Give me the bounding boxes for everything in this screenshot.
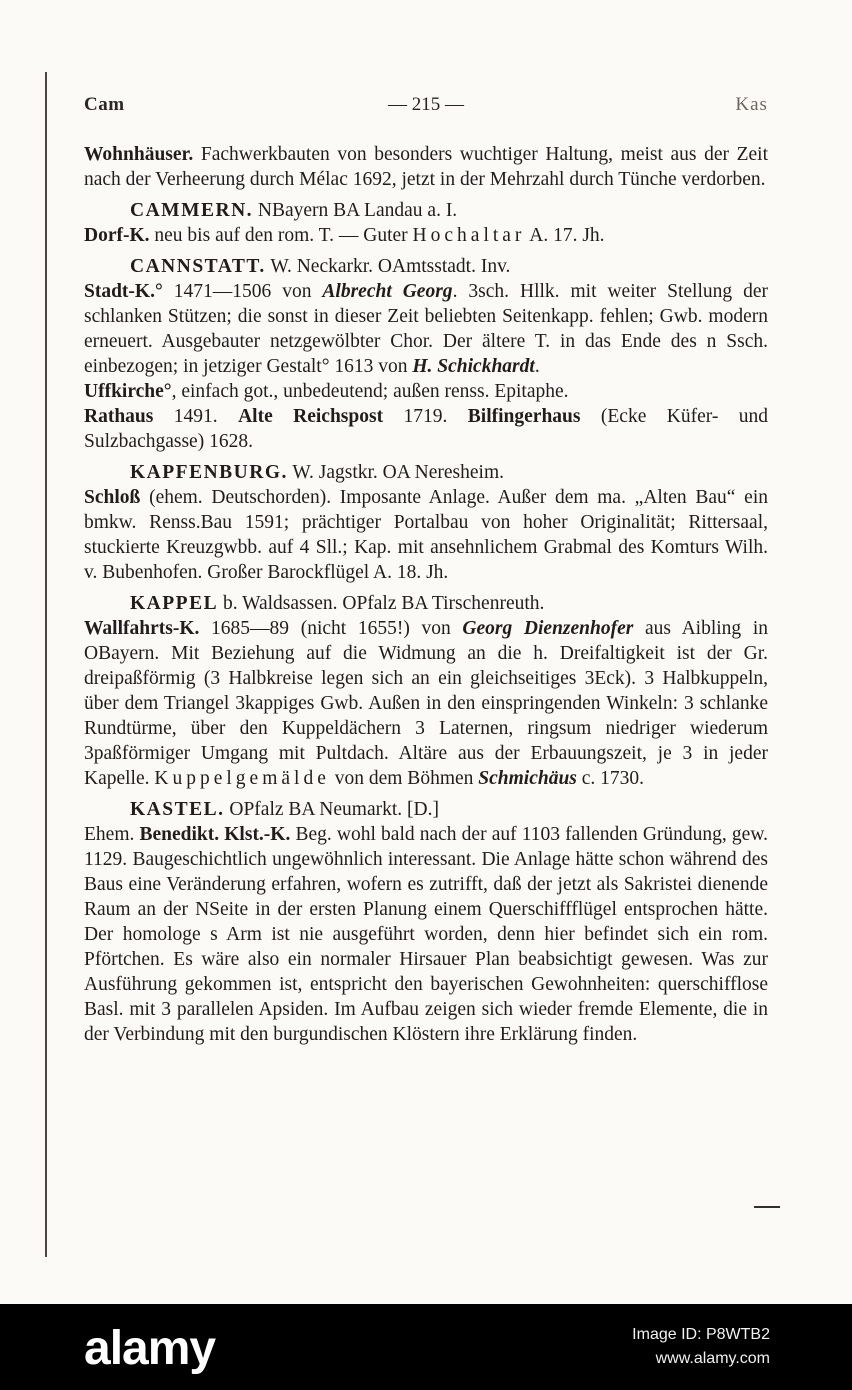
running-header <box>84 94 768 116</box>
text-block <box>84 142 768 1047</box>
body-text: W. Jagstkr. OA Neresheim. <box>287 462 504 483</box>
alamy-logo: alamy <box>84 1322 216 1375</box>
body-text: , einfach got., unbedeutend; außen renss. Epitaphe. <box>171 381 569 402</box>
emphasis-text: Schmichäus <box>478 768 577 789</box>
emphasis-text: KAPFENBURG. <box>130 462 288 483</box>
body-text: Fachwerkbauten von besonders wuchtiger Haltung, meist aus der Zeit nach der Verheerung durch Mélac 1692, jetzt in der Mehrzahl durch Tünche verdorben. <box>84 144 768 190</box>
emphasis-text: Uffkirche° <box>84 381 172 402</box>
body-text: 1719. <box>383 406 468 427</box>
body-text: Beg. wohl bald nach der auf 1103 fallenden Gründung, gew. 1129. Baugeschichtlich ungewöhnlich interessant. Die Anlage hätte schon während des Baus eine Veränderung erfahren, wofern es zutrifft, daß der jetzt als Sakristei dienende Raum an der NSeite in der ersten Planung einem Querschiffflügel entsprochen hätte. Der homologe s Arm ist nie ausgeführt worden, denn hier befindet sich ein rom. Pförtchen. Es wäre also ein normaler Hirsauer Plan beabsichtigt gewesen. Was zur Ausführung gekommen ist, entspricht den bayerischen Gewohnheiten: querschifflose Basl. mit 3 parallelen Apsiden. Im Aufbau zeigen sich wieder fremde Elemente, die in der Verbindung mit den burgundischen Klöstern ihre Erklärung finden. <box>84 824 769 1045</box>
entry-heading-paragraph <box>84 797 768 822</box>
body-text: (Ecke Küfer- und Sulzbachgasse) 1628. <box>84 406 769 452</box>
emphasis-text: Albrecht Georg <box>322 281 453 302</box>
body-text: . <box>534 356 540 377</box>
emphasis-text: Wohnhäuser. <box>84 144 194 165</box>
image-id: Image ID: P8WTB2 <box>632 1326 770 1343</box>
body-text: b. Waldsassen. OPfalz BA Tirschenreuth. <box>218 593 545 614</box>
emphasis-text: Stadt-K.° <box>84 281 163 302</box>
stray-mark <box>754 1206 780 1208</box>
page-number: — 215 — <box>387 94 464 115</box>
body-text: . 3sch. Hllk. mit weiter Stellung der schlanken Stützen; die sonst in dieser Zeit beliebten Seitenkapp. fehlen; Gwb. modern erneuert. Ausgebauter netzgewölbter Chor. Der ältere T. in das Ende des n Ssch. einbezogen; in jetziger Gestalt° 1613 von <box>84 281 769 377</box>
emphasis-text: KAPPEL <box>130 593 219 614</box>
entry-heading-paragraph <box>84 591 768 616</box>
emphasis-text: Bilfingerhaus <box>467 406 581 427</box>
entry-paragraph <box>84 616 768 791</box>
entry-paragraph <box>84 279 768 379</box>
emphasis-text: Alte Reichspost <box>238 406 384 427</box>
emphasis-text: Schloß <box>84 487 141 508</box>
header-keyword-left: Cam <box>84 94 125 115</box>
emphasis-text: Rathaus <box>84 406 154 427</box>
emphasis-text: Dorf-K. <box>84 225 150 246</box>
emphasis-text: Hochaltar <box>412 225 526 246</box>
emphasis-text: Kuppelgemälde <box>154 768 330 789</box>
entry-paragraph <box>84 404 768 454</box>
page-edge-line <box>45 72 47 1257</box>
entry-heading-paragraph <box>84 198 768 223</box>
emphasis-text: Wallfahrts-K. <box>84 618 200 639</box>
body-text: OPfalz BA Neumarkt. [D.] <box>224 799 439 820</box>
alamy-footer-bar <box>0 1304 852 1390</box>
entry-heading-paragraph <box>84 460 768 485</box>
entry-paragraph <box>84 485 768 585</box>
body-text: 1685—89 (nicht 1655!) von <box>199 618 463 639</box>
emphasis-text: CAMMERN. <box>130 200 254 221</box>
emphasis-text: H. Schickhardt <box>412 356 535 377</box>
entry-heading-paragraph <box>84 254 768 279</box>
entry-paragraph <box>84 142 768 192</box>
emphasis-text: KASTEL. <box>130 799 225 820</box>
emphasis-text: CANNSTATT. <box>130 256 266 277</box>
body-text: neu bis auf den rom. T. — Guter <box>149 225 413 246</box>
header-keyword-right: Kas <box>735 94 768 115</box>
body-text: Ehem. <box>84 824 140 845</box>
body-text: von dem Böhmen <box>329 768 479 789</box>
emphasis-text: Georg Dienzenhofer <box>462 618 634 639</box>
footer-meta <box>632 1323 770 1371</box>
emphasis-text: Benedikt. Klst.-K. <box>139 824 291 845</box>
body-text: 1471—1506 von <box>162 281 323 302</box>
body-text: aus Aibling in OBayern. Mit Beziehung auf die Widmung an die h. Dreifaltigkeit ist der Gr. dreipaßförmig (3 Halbkreise legen sich an ein gleichseitiges 3Eck). 3 Halbkuppeln, über dem Triangel 3kappiges Gwb. Außen in den einspringenden Winkeln: 3 schlanke Rundtürme, über den Kuppeldächern 3 Laternen, ringsum niedriger wiederum 3paßförmiger Umgang mit Pultdach. Altäre aus der Erbauungszeit, je 3 in jeder Kapelle. <box>84 618 769 789</box>
entry-paragraph <box>84 822 768 1047</box>
entry-paragraph <box>84 379 768 404</box>
body-text: (ehem. Deutschorden). Imposante Anlage. Außer dem ma. „Alten Bau“ ein bmkw. Renss.Bau 1591; prächtiger Portalbau von hoher Originalität; Rittersaal, stuckierte Kreuzgwbb. auf 4 Sll.; Kap. mit ansehnlichem Grabmal des Komturs Wilh. v. Bubenhofen. Großer Barockflügel A. 18. Jh. <box>84 487 768 583</box>
body-text: NBayern BA Landau a. I. <box>253 200 458 221</box>
entry-paragraph <box>84 223 768 248</box>
alamy-url: www.alamy.com <box>655 1350 770 1367</box>
body-text: W. Neckarkr. OAmtsstadt. Inv. <box>265 256 511 277</box>
body-text: c. 1730. <box>576 768 645 789</box>
body-text: 1491. <box>153 406 239 427</box>
body-text: A. 17. Jh. <box>525 225 605 246</box>
